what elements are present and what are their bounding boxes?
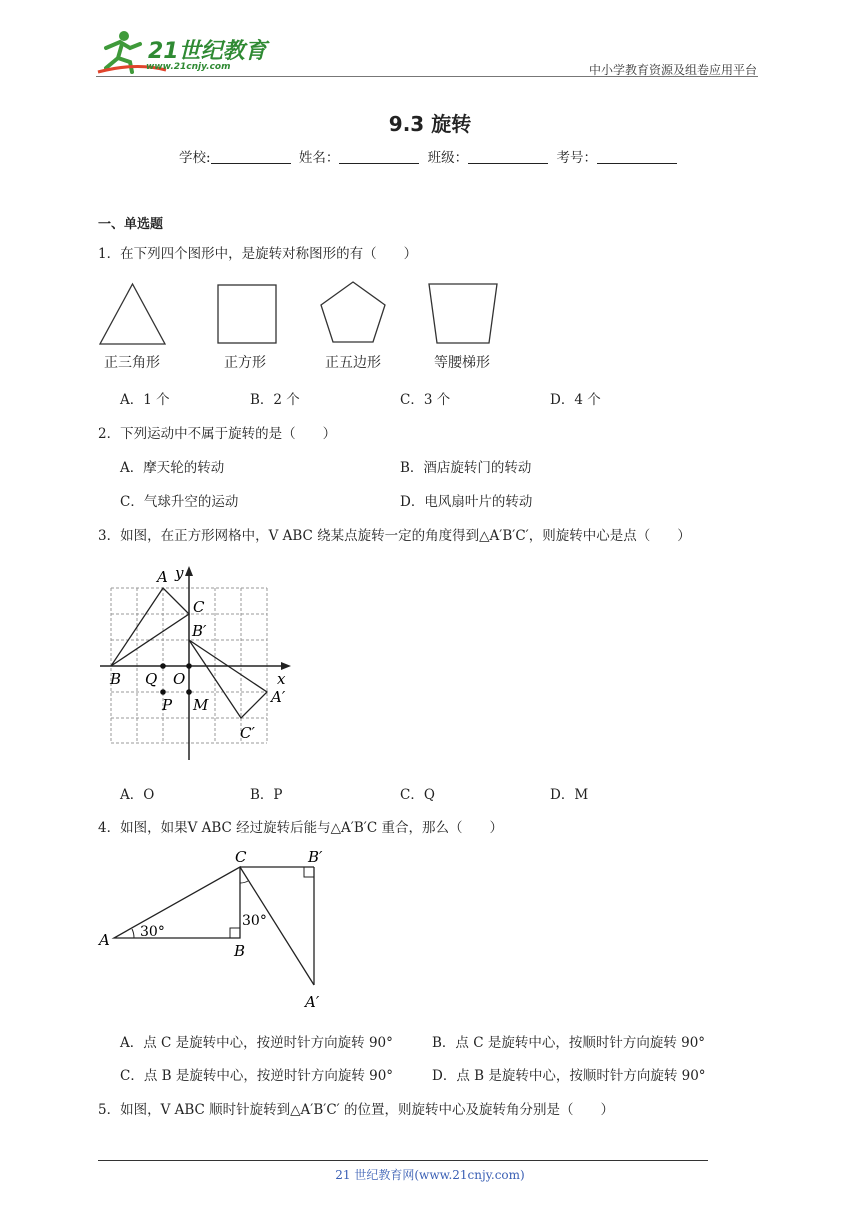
q1-option-a[interactable]: A．1 个 bbox=[120, 392, 170, 408]
header-divider bbox=[96, 76, 758, 77]
logo-text: 21世纪教育 bbox=[148, 39, 267, 64]
class-blank[interactable] bbox=[468, 149, 548, 164]
q3-stem: 3．如图，在正方形网格中，V ABC 绕某点旋转一定的角度得到△A′B′C′，则旋转中心是点（ ） bbox=[98, 528, 691, 544]
q1-option-b[interactable]: B．2 个 bbox=[250, 392, 300, 408]
exam-no-label: 考号： bbox=[556, 150, 597, 166]
exam-no-blank[interactable] bbox=[597, 149, 677, 164]
label-q: Q bbox=[145, 670, 158, 688]
label-a: A bbox=[157, 568, 168, 586]
q1-option-c[interactable]: C．3 个 bbox=[400, 392, 451, 408]
shape-label-trapezoid: 等腰梯形 bbox=[434, 355, 490, 371]
q1-stem: 1．在下列四个图形中，是旋转对称图形的有（ ） bbox=[98, 246, 418, 262]
triangle-shape bbox=[100, 284, 165, 344]
footer-link[interactable]: 21 世纪教育网(www.21cnjy.com) bbox=[335, 1168, 525, 1182]
shape-label-triangle: 正三角形 bbox=[104, 355, 160, 371]
trapezoid-shape bbox=[429, 284, 497, 343]
q2-option-b[interactable]: B．酒店旋转门的转动 bbox=[400, 460, 532, 476]
footer-divider bbox=[98, 1160, 708, 1161]
q3-option-d[interactable]: D．M bbox=[550, 787, 589, 803]
class-label: 班级： bbox=[427, 150, 469, 166]
label-b-prime: B′ bbox=[192, 622, 207, 640]
square-shape bbox=[218, 285, 276, 343]
q4-figure bbox=[96, 845, 336, 1015]
label-m: M bbox=[193, 696, 209, 714]
q1-option-d[interactable]: D．4 个 bbox=[550, 392, 601, 408]
platform-name: 中小学教育资源及组卷应用平台 bbox=[588, 63, 757, 77]
q5-stem: 5．如图，V ABC 顺时针旋转到△A′B′C′ 的位置，则旋转中心及旋转角分别是（ ） bbox=[98, 1102, 615, 1118]
pentagon-shape bbox=[321, 282, 385, 342]
angle-label-2: 30° bbox=[242, 913, 267, 929]
school-blank[interactable] bbox=[211, 149, 291, 164]
label-a-prime: A′ bbox=[305, 993, 320, 1011]
q3-option-c[interactable]: C．Q bbox=[400, 787, 435, 803]
shape-label-pentagon: 正五边形 bbox=[325, 355, 381, 371]
logo-url: www.21cnjy.com bbox=[146, 62, 231, 72]
q1-shapes bbox=[95, 278, 515, 348]
label-p: P bbox=[162, 696, 173, 714]
label-c: C bbox=[235, 848, 247, 866]
label-o: O bbox=[173, 670, 186, 688]
q4-option-d[interactable]: D．点 B 是旋转中心，按顺时针方向旋转 90° bbox=[432, 1068, 706, 1084]
q3-option-b[interactable]: B．P bbox=[250, 787, 283, 803]
label-y: y bbox=[175, 564, 184, 582]
label-x: x bbox=[277, 670, 286, 688]
student-info bbox=[0, 146, 860, 166]
q4-option-c[interactable]: C．点 B 是旋转中心，按逆时针方向旋转 90° bbox=[120, 1068, 394, 1084]
q2-option-d[interactable]: D．电风扇叶片的转动 bbox=[400, 494, 533, 510]
triangle-abc bbox=[114, 867, 240, 938]
label-b: B bbox=[110, 670, 122, 688]
label-b-prime: B′ bbox=[308, 848, 323, 866]
q2-option-c[interactable]: C．气球升空的运动 bbox=[120, 494, 239, 510]
q4-option-a[interactable]: A．点 C 是旋转中心，按逆时针方向旋转 90° bbox=[120, 1035, 393, 1051]
section-heading: 一、单选题 bbox=[98, 217, 164, 232]
name-label: 姓名： bbox=[298, 150, 340, 166]
page-title: 9.3 旋转 bbox=[388, 112, 472, 136]
angle-label-1: 30° bbox=[140, 924, 165, 940]
q2-stem: 2．下列运动中不属于旋转的是（ ） bbox=[98, 426, 337, 442]
triangle-abc bbox=[111, 588, 189, 666]
shape-label-square: 正方形 bbox=[224, 355, 266, 371]
q4-option-b[interactable]: B．点 C 是旋转中心，按顺时针方向旋转 90° bbox=[432, 1035, 706, 1051]
label-b: B bbox=[234, 942, 246, 960]
label-a-prime: A′ bbox=[271, 688, 286, 706]
label-c-prime: C′ bbox=[240, 724, 255, 742]
label-a: A bbox=[99, 931, 110, 949]
name-blank[interactable] bbox=[339, 149, 419, 164]
q4-stem: 4．如图，如果V ABC 经过旋转后能与△A′B′C 重合，那么（ ） bbox=[98, 820, 503, 836]
q2-option-a[interactable]: A．摩天轮的转动 bbox=[120, 460, 225, 476]
school-label: 学校: bbox=[179, 150, 211, 166]
q3-option-a[interactable]: A．O bbox=[120, 787, 155, 803]
label-c: C bbox=[193, 598, 205, 616]
q3-figure bbox=[96, 560, 306, 760]
